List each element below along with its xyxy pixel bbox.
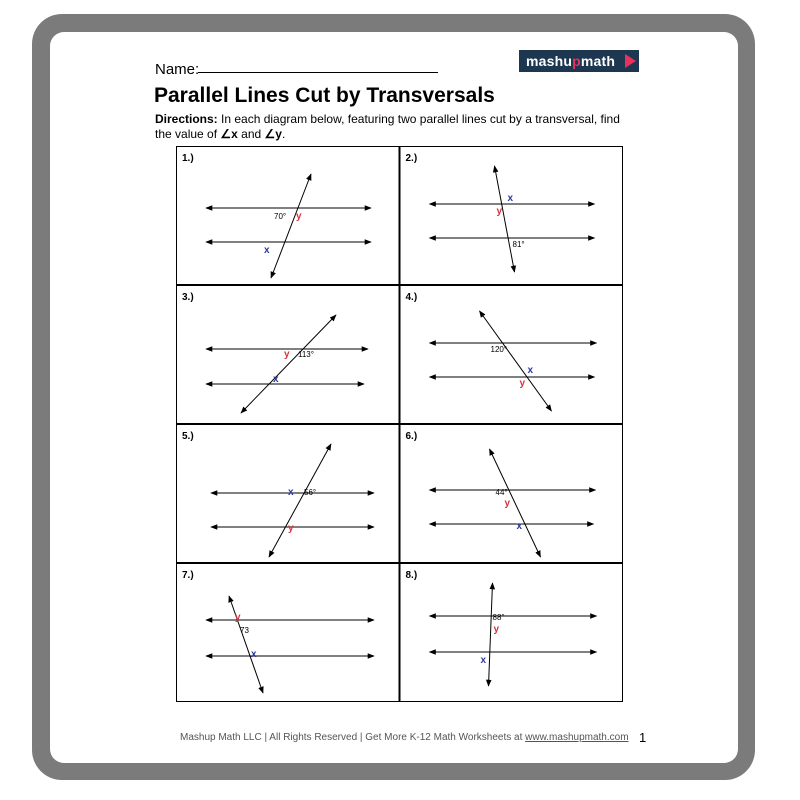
problem-cell-border <box>177 147 400 285</box>
angle-value: 81° <box>512 240 525 249</box>
angle-var-y: y <box>284 349 290 360</box>
angle-var-y: y <box>493 624 500 635</box>
transversal-line <box>271 174 311 278</box>
directions-var-y: ∠y <box>264 127 282 141</box>
problem-number: 3.) <box>182 292 194 303</box>
problem-number: 5.) <box>182 431 194 442</box>
angle-var-x: x <box>264 245 270 256</box>
problem-2 <box>400 147 623 285</box>
name-label: Name: <box>155 61 200 78</box>
angle-value: 120° <box>490 345 508 354</box>
transversal-line <box>269 444 331 557</box>
footer-link[interactable]: www.mashupmath.com <box>525 732 629 743</box>
angle-value: 113° <box>298 350 314 359</box>
problem-cell-border <box>400 425 623 563</box>
directions-label: Directions: <box>155 112 218 126</box>
footer <box>180 732 629 743</box>
angle-value: 88° <box>492 613 505 622</box>
directions <box>155 112 635 142</box>
page-number: 1 <box>639 730 647 745</box>
transversal-line <box>241 315 336 413</box>
problem-cell-border <box>400 564 623 702</box>
name-line <box>198 72 438 73</box>
problem-number: 1.) <box>182 153 194 164</box>
directions-end: . <box>281 127 286 141</box>
problem-number: 6.) <box>405 431 418 442</box>
angle-value: 73 <box>240 626 249 635</box>
page-title: Parallel Lines Cut by Transversals <box>154 84 495 107</box>
problem-5 <box>177 425 400 563</box>
angle-var-y: y <box>519 378 526 389</box>
logo-text-p: p <box>572 53 581 69</box>
angle-value: 70° <box>274 212 287 221</box>
angle-var-x: x <box>507 193 514 204</box>
problem-number: 2.) <box>405 153 418 164</box>
angle-var-y: y <box>235 612 241 623</box>
angle-var-x: x <box>527 365 534 376</box>
transversal-line <box>495 166 515 272</box>
transversal-line <box>480 311 552 411</box>
directions-text: In each diagram below, featuring two parallel lines cut by a transversal, find the value of <box>155 112 620 141</box>
directions-var-x: ∠x <box>220 127 238 141</box>
problem-6 <box>400 425 623 563</box>
problem-number: 7.) <box>182 570 194 581</box>
logo-text-end: math <box>580 53 616 69</box>
transversal-line <box>229 596 263 693</box>
angle-var-x: x <box>288 487 294 498</box>
angle-var-x: x <box>480 655 487 666</box>
transversal-line <box>490 449 541 557</box>
angle-var-y: y <box>504 498 511 509</box>
angle-var-y: y <box>496 206 503 217</box>
angle-var-y: y <box>288 523 294 534</box>
angle-var-y: y <box>296 211 302 222</box>
problem-number: 8.) <box>405 570 418 581</box>
angle-value: 44° <box>495 488 508 497</box>
problem-number: 4.) <box>405 292 418 303</box>
problem-7 <box>177 564 400 702</box>
angle-var-x: x <box>273 374 279 385</box>
problem-grid <box>176 146 623 702</box>
directions-conj: and <box>237 127 265 141</box>
problem-4 <box>400 286 623 424</box>
transversal-line <box>489 583 493 686</box>
logo-text-start: mashu <box>526 53 573 69</box>
angle-value: 56° <box>304 488 317 497</box>
play-icon <box>625 54 636 68</box>
problem-3 <box>177 286 400 424</box>
problem-cell-border <box>400 147 623 285</box>
problem-1 <box>177 147 400 285</box>
mashupmath-logo <box>519 50 639 72</box>
angle-var-x: x <box>251 649 257 660</box>
problem-cell-border <box>177 564 400 702</box>
problem-8 <box>400 564 623 702</box>
angle-var-x: x <box>516 521 523 532</box>
footer-text: Mashup Math LLC | All Rights Reserved | Get More K-12 Math Worksheets at <box>180 732 526 743</box>
